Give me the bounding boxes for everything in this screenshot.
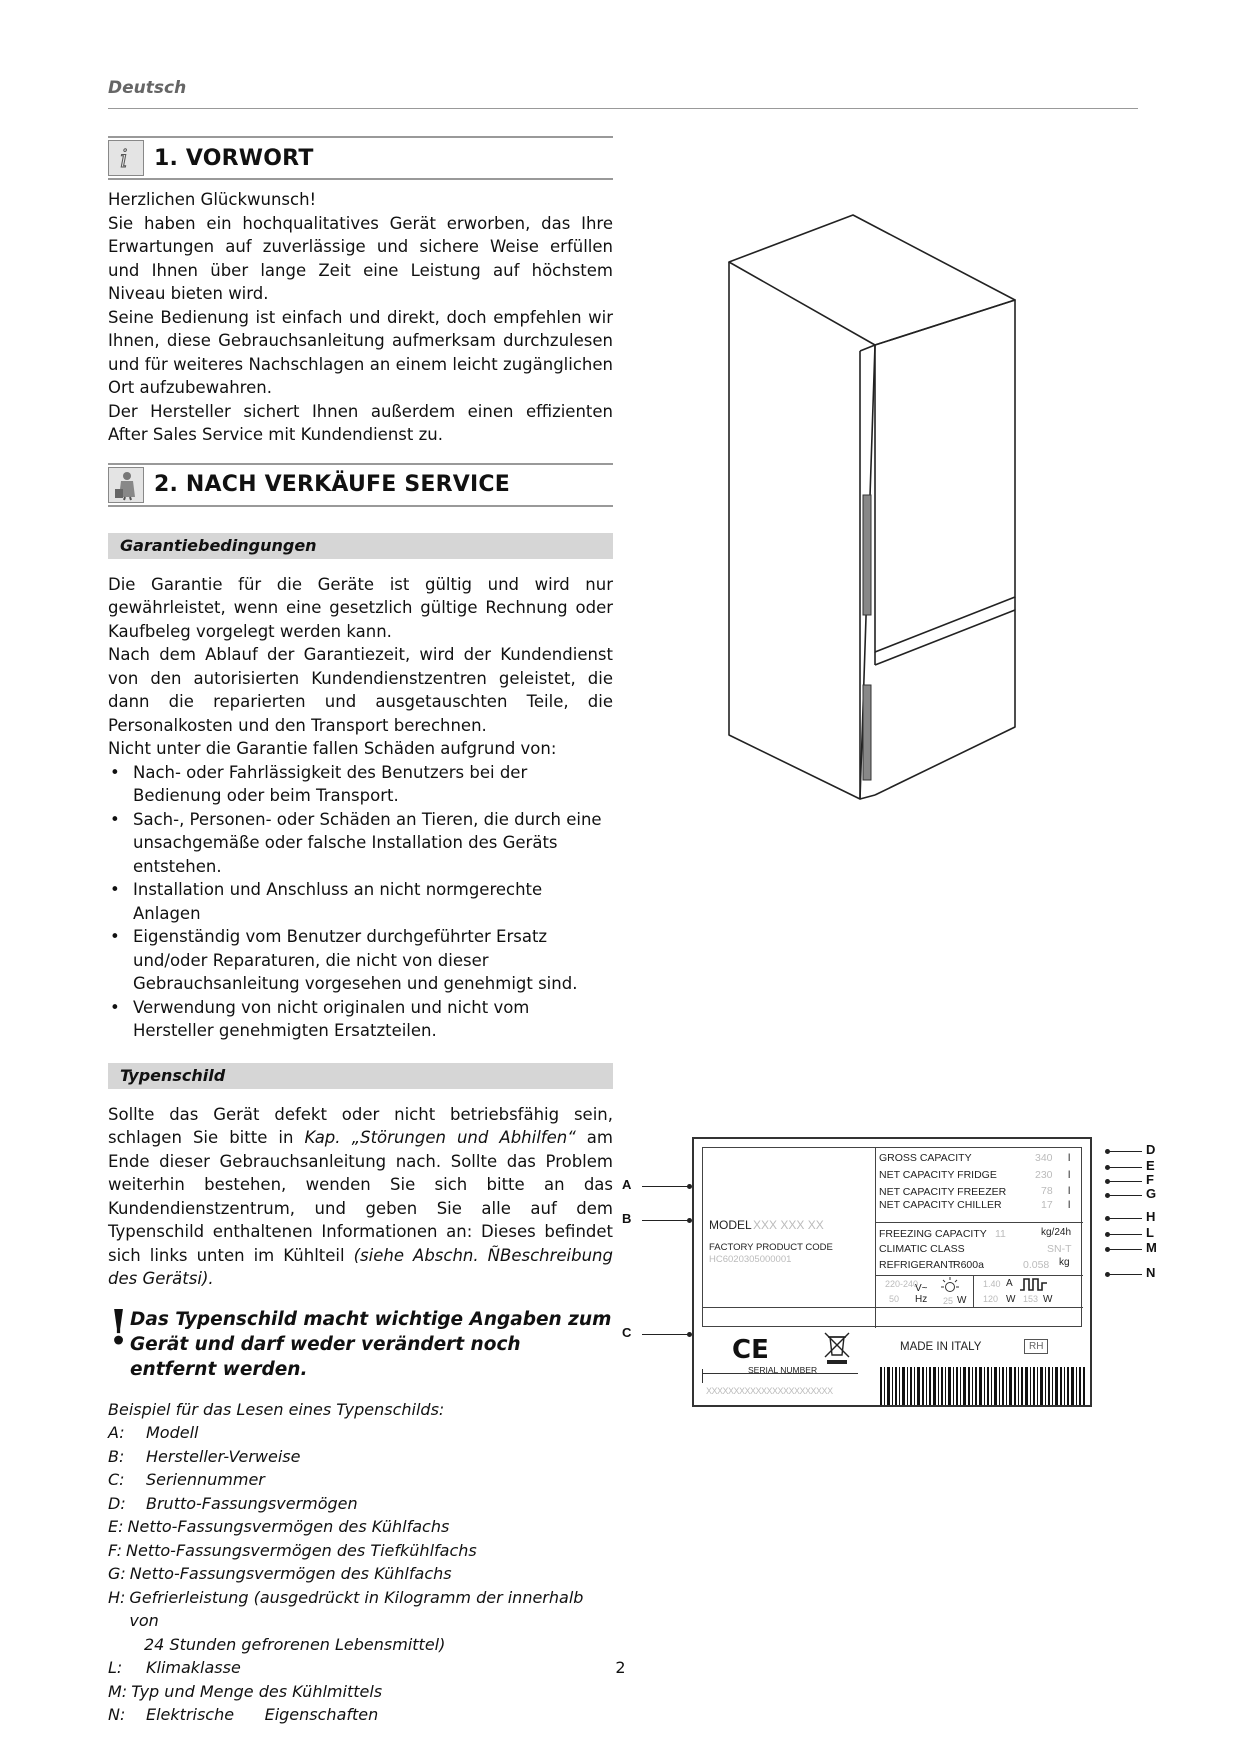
rh-label: RH	[1024, 1339, 1048, 1354]
legend-row	[108, 1468, 613, 1492]
rating-plate-figure	[620, 1085, 1160, 1425]
warning-text: Das Typenschild macht wichtige Angaben zum Gerät und darf weder verändert noch entfernt werden.	[130, 1308, 612, 1380]
legend-text: Brutto-Fassungsvermögen	[146, 1493, 358, 1513]
list-item: • Eigenständig vom Benutzer durchgeführter Ersatz und/oder Reparaturen, die nicht von dieser Gebrauchsanleitung vorgesehen und genehmigt sind.	[108, 925, 613, 996]
plate-unit: W	[957, 1295, 967, 1306]
plate-label: FACTORY PRODUCT CODE	[709, 1242, 833, 1253]
plate-label: MODEL	[709, 1218, 752, 1232]
ce-mark: CE	[732, 1335, 769, 1365]
callout-m: M	[1146, 1240, 1157, 1255]
header-rule	[108, 108, 1138, 109]
fridge-illustration	[725, 195, 1025, 815]
legend-text: Gefrierleistung (ausgedrückt in Kilogramm der innerhalb von	[129, 1587, 584, 1630]
plate-value: 78	[1041, 1185, 1053, 1197]
legend-text: Modell	[146, 1423, 199, 1442]
text-span: am Ende dieser Gebrauchsanleitung nach. Sollte das Problem weiterhin bestehen, wenden Sie sich bitte an das Kundendienstzentrum, und geben Sie alle auf dem Typenschild enthaltenen Informationen an: Dieses befindet sich links unten im Kühlteil	[108, 1128, 613, 1265]
legend-row	[108, 1586, 613, 1633]
defrost-pulse-icon	[1019, 1276, 1049, 1292]
plate-unit: l	[1068, 1185, 1071, 1197]
text-span: Sollte das Gerät defekt oder nicht betriebsfähig sein, schlagen Sie bitte in	[108, 1104, 613, 1147]
callout-a: A	[622, 1177, 632, 1192]
legend-key: B:	[108, 1446, 125, 1466]
plate-unit: W	[1006, 1294, 1016, 1305]
plate-value: 50	[889, 1294, 900, 1304]
legend-key: H:	[108, 1587, 126, 1607]
nameplate-text	[108, 1103, 613, 1291]
list-item: • Verwendung von nicht originalen und nicht vom Hersteller genehmigten Ersatzteilen.	[108, 996, 613, 1043]
legend-intro: Beispiel für das Lesen eines Typenschilds:	[108, 1399, 445, 1419]
callout-e: E	[1146, 1158, 1155, 1173]
legend-key: C:	[108, 1470, 125, 1489]
legend-row	[108, 1492, 613, 1516]
made-in-label: MADE IN ITALY	[900, 1341, 982, 1353]
plate-label: CLIMATIC CLASS	[879, 1243, 965, 1255]
legend-row	[108, 1562, 613, 1586]
callout-f: F	[1146, 1172, 1154, 1187]
section-title: 1. VORWORT	[154, 145, 314, 171]
legend-text: Elektrische Eigenschaften	[146, 1705, 379, 1724]
legend-key: M:	[108, 1681, 128, 1701]
legend-key: D:	[108, 1493, 126, 1513]
warranty-text	[108, 573, 613, 761]
section-title: 2. NACH VERKÄUFE SERVICE	[154, 472, 510, 497]
callout-n: N	[1146, 1265, 1156, 1280]
warning-box	[108, 1299, 613, 1382]
rating-plate-data-area	[702, 1147, 1082, 1327]
legend-key: A:	[108, 1423, 125, 1442]
legend-text: Hersteller-Verweise	[146, 1446, 301, 1466]
legend-text: Klimaklasse	[146, 1658, 241, 1677]
legend-row	[108, 1703, 613, 1727]
paragraph: Nicht unter die Garantie fallen Schäden aufgrund von:	[108, 739, 557, 758]
callout-h: H	[1146, 1209, 1156, 1224]
legend-key: F:	[108, 1540, 123, 1560]
vorwort-text	[108, 188, 613, 447]
warranty-exclusions-list	[108, 761, 613, 1043]
paragraph: Herzlichen Glückwunsch!	[108, 190, 317, 209]
paragraph: Die Garantie für die Geräte ist gültig und wird nur gewährleistet, wenn eine gesetzlich gültige Rechnung oder Kaufbeleg vorgelegt werden kann.	[108, 574, 613, 641]
plate-value: 120	[983, 1294, 999, 1304]
legend-text: Netto-Fassungsvermögen des Kühlfachs	[129, 1564, 452, 1583]
plate-label: GROSS CAPACITY	[879, 1152, 972, 1164]
plate-value: 11	[995, 1228, 1006, 1240]
legend-continuation: 24 Stunden gefrorenen Lebensmittel)	[144, 1634, 446, 1654]
plate-unit: kg/24h	[1041, 1227, 1072, 1238]
plate-label: FREEZING CAPACITY	[879, 1228, 987, 1240]
plate-unit: l	[1068, 1152, 1071, 1164]
page-number: 2	[615, 1658, 626, 1677]
plate-value: 25	[943, 1296, 954, 1306]
plate-value: 220-240	[885, 1279, 919, 1289]
plate-value: R600a	[953, 1259, 984, 1271]
legend-row	[108, 1680, 613, 1704]
plate-unit: kg	[1059, 1257, 1070, 1268]
callout-l: L	[1146, 1225, 1154, 1240]
barcode	[880, 1367, 1086, 1405]
paragraph: Seine Bedienung ist einfach und direkt, doch empfehlen wir Ihnen, diese Gebrauchsanleitung aufmerksam durchzulesen und für weiteres Nachschlagen an einem leicht zugänglichen Ort aufzubewahren.	[108, 307, 613, 397]
section-heading-service	[108, 463, 613, 507]
language-label: Deutsch	[108, 78, 187, 98]
paragraph: Der Hersteller sichert Ihnen außerdem einen effizienten After Sales Service mit Kundendienst zu.	[108, 401, 613, 444]
plate-value: 340	[1035, 1152, 1053, 1164]
legend-key: G:	[108, 1564, 126, 1583]
plate-label: REFRIGERANT	[879, 1259, 955, 1271]
plate-unit: Hz	[915, 1294, 928, 1305]
svg-text:i: i	[120, 145, 128, 173]
callout-g: G	[1146, 1186, 1157, 1201]
plate-value: SN-T	[1047, 1243, 1072, 1255]
plate-unit: l	[1068, 1199, 1071, 1211]
plate-value: 0.058	[1023, 1259, 1050, 1271]
info-icon	[108, 140, 144, 176]
section-reference: (siehe Abschn. ÑBeschreibung des Gerätsi).	[108, 1245, 613, 1288]
factory-code-value: HC6020305000001	[709, 1254, 792, 1265]
service-technician-icon	[108, 467, 144, 503]
serial-value: XXXXXXXXXXXXXXXXXXXXXXX	[706, 1386, 833, 1396]
nameplate-legend	[108, 1398, 613, 1727]
plate-label: NET CAPACITY FRIDGE	[879, 1169, 997, 1181]
chapter-reference: Kap. „Störungen und Abhilfen“	[304, 1128, 576, 1147]
plate-value: 17	[1041, 1199, 1053, 1211]
plate-unit: V~	[915, 1283, 928, 1294]
legend-key: N:	[108, 1705, 126, 1724]
section-heading-vorwort	[108, 136, 613, 180]
list-item: • Nach- oder Fahrlässigkeit des Benutzers bei der Bedienung oder beim Transport.	[108, 761, 613, 808]
plate-unit: A	[1006, 1278, 1013, 1289]
plate-value: 153	[1023, 1294, 1039, 1304]
legend-text: Typ und Menge des Kühlmittels	[131, 1681, 383, 1701]
warranty-heading: Garantiebedingungen	[108, 533, 613, 559]
legend-row	[108, 1539, 613, 1563]
list-item: • Installation und Anschluss an nicht normgerechte Anlagen	[108, 878, 613, 925]
list-item: • Sach-, Personen- oder Schäden an Tieren, die durch eine unsachgemäße oder falsche Installation des Geräts entstehen.	[108, 808, 613, 879]
serial-label: SERIAL NUMBER	[748, 1365, 818, 1375]
lamp-icon	[939, 1276, 961, 1296]
plate-value: 230	[1035, 1169, 1053, 1181]
plate-unit: l	[1068, 1169, 1071, 1181]
paragraph: Sie haben ein hochqualitatives Gerät erworben, das Ihre Erwartungen auf zuverlässige und sichere Weise erfüllen und Ihnen über lange Zeit eine Leistung auf höchstem Niveau bieten wird.	[108, 213, 613, 303]
legend-text: Netto-Fassungsvermögen des Kühlfachs	[127, 1517, 450, 1536]
plate-label: NET CAPACITY CHILLER	[879, 1199, 1002, 1211]
legend-text: Seriennummer	[146, 1470, 265, 1489]
left-column	[108, 136, 613, 1727]
legend-row	[108, 1515, 613, 1539]
model-value: XXX XXX XX	[753, 1218, 824, 1232]
paragraph: Nach dem Ablauf der Garantiezeit, wird der Kundendienst von den autorisierten Kundendienstzentren geleistet, die dann die reparierten und ausgetauschten Teile, die Personalkosten und den Transport berechnen.	[108, 645, 613, 735]
legend-row	[108, 1445, 613, 1469]
exclamation-icon: !	[108, 1299, 130, 1356]
callout-d: D	[1146, 1142, 1156, 1157]
plate-label: NET CAPACITY FREEZER	[879, 1186, 1007, 1198]
legend-row	[108, 1421, 613, 1445]
legend-key: L:	[108, 1658, 123, 1677]
nameplate-heading: Typenschild	[108, 1063, 613, 1089]
rating-plate	[692, 1137, 1092, 1407]
legend-key: E:	[108, 1517, 124, 1536]
callout-b: B	[622, 1211, 632, 1226]
callout-c: C	[622, 1325, 632, 1340]
weee-bin-icon	[822, 1331, 852, 1365]
plate-unit: W	[1043, 1294, 1053, 1305]
legend-text: Netto-Fassungsvermögen des Tiefkühlfachs	[126, 1540, 477, 1560]
plate-value: 1.40	[983, 1279, 1001, 1289]
